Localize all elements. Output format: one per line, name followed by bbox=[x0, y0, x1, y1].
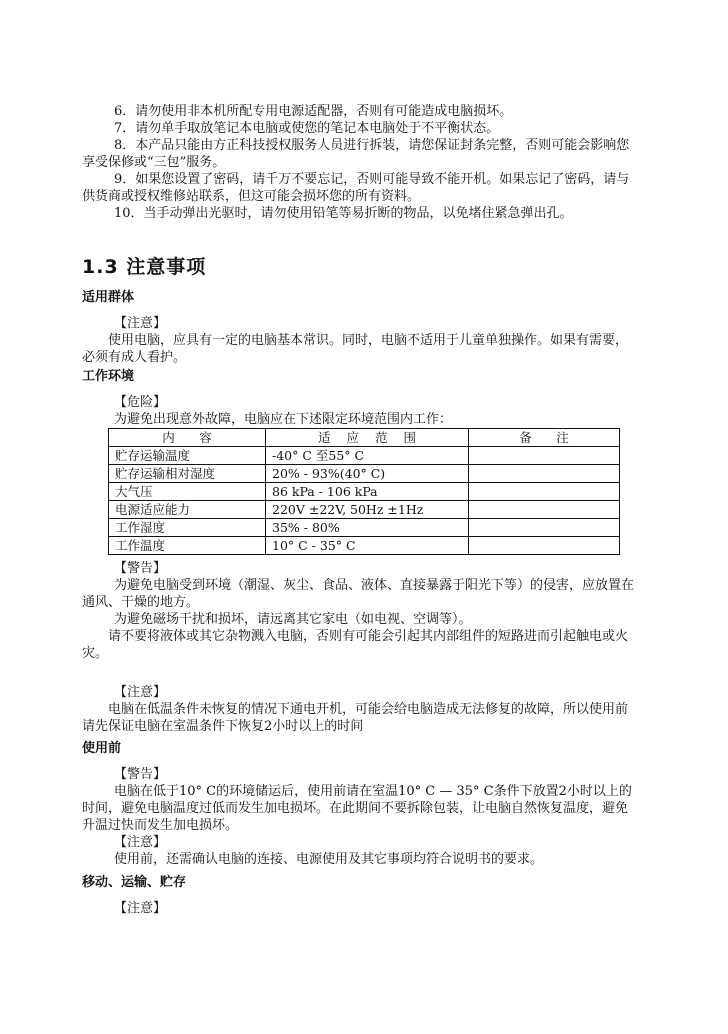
table-cell: 大气压 bbox=[109, 483, 266, 501]
before-use-note-text: 使用前，还需确认电脑的连接、电源使用及其它事项均符合说明书的要求。 bbox=[114, 852, 544, 867]
before-use-warning-text: 电脑在低于10° C的环境储运后，使用前请在室温10° C — 35° C条件下放置2小时以上的时间，避免电脑温度过低而发生加电损坏。在此期间不要拆除包装，让电脑自然恢复温度，避免升温过快而发生加电损坏。 bbox=[82, 784, 632, 833]
note-tag: 【注意】 bbox=[114, 316, 167, 331]
warning-text-1: 为避免电脑受到环境（潮湿、灰尘、食品、液体、直接暴露于阳光下等）的侵害，应放置在通风、干燥的地方。 bbox=[82, 578, 635, 610]
warning-text-2: 为避免磁场干扰和损坏，请远离其它家电（如电视、空调等）。 bbox=[114, 612, 472, 627]
precaution-item-6: 6．请勿使用非本机所配专用电源适配器，否则有可能造成电脑损坏。 bbox=[114, 104, 513, 119]
environment-heading: 工作环境 bbox=[82, 369, 135, 384]
environment-table bbox=[108, 428, 620, 555]
table-cell bbox=[469, 519, 620, 537]
audience-heading: 适用群体 bbox=[82, 290, 135, 305]
table-cell: 工作湿度 bbox=[109, 519, 266, 537]
table-cell: 220V ±22V, 50Hz ±1Hz bbox=[266, 501, 469, 519]
note-tag: 【注意】 bbox=[114, 835, 167, 850]
table-row bbox=[109, 519, 620, 537]
table-cell: 贮存运输温度 bbox=[109, 447, 266, 465]
warning-tag: 【警告】 bbox=[114, 561, 167, 576]
section-audience bbox=[0, 289, 728, 366]
table-row bbox=[109, 501, 620, 519]
table-cell: 电源适应能力 bbox=[109, 501, 266, 519]
note-text: 电脑在低温条件未恢复的情况下通电开机，可能会给电脑造成无法修复的故障，所以使用前请先保证电脑在室温条件下恢复2小时以上的时间 bbox=[82, 702, 629, 734]
precaution-item-9: 9．如果您设置了密码，请千万不要忘记，否则可能导致不能开机。如果忘记了密码，请与供货商或授权维修站联系，但这可能会损坏您的所有资料。 bbox=[82, 172, 630, 204]
table-cell: 10° C - 35° C bbox=[266, 537, 469, 555]
table-cell: 20% - 93%(40° C) bbox=[266, 465, 469, 483]
table-header: 适 应 范 围 bbox=[266, 429, 469, 447]
table-cell: 贮存运输相对湿度 bbox=[109, 465, 266, 483]
note-tag: 【注意】 bbox=[114, 685, 167, 700]
table-row bbox=[109, 483, 620, 501]
precaution-list bbox=[0, 103, 728, 222]
table-cell: 86 kPa - 106 kPa bbox=[266, 483, 469, 501]
environment-intro: 为避免出现意外故障，电脑应在下述限定环境范围内工作： bbox=[114, 412, 453, 427]
table-cell bbox=[469, 465, 620, 483]
danger-tag: 【危险】 bbox=[114, 395, 167, 410]
section-transport bbox=[0, 874, 728, 917]
transport-heading: 移动、运输、贮存 bbox=[82, 875, 187, 890]
table-cell bbox=[469, 483, 620, 501]
section-before-use bbox=[0, 740, 728, 868]
table-row bbox=[109, 465, 620, 483]
table-header: 备 注 bbox=[469, 429, 620, 447]
section-environment bbox=[0, 368, 728, 428]
environment-warnings bbox=[0, 560, 728, 662]
warning-tag: 【警告】 bbox=[114, 767, 167, 782]
environment-note bbox=[0, 684, 728, 735]
table-header: 内 容 bbox=[109, 429, 266, 447]
table-cell: 工作温度 bbox=[109, 537, 266, 555]
table-cell: -40° C 至55° C bbox=[266, 447, 469, 465]
note-tag: 【注意】 bbox=[114, 901, 167, 916]
before-use-heading: 使用前 bbox=[82, 741, 122, 756]
table-cell: 35% - 80% bbox=[266, 519, 469, 537]
audience-text: 使用电脑，应具有一定的电脑基本常识。同时，电脑不适用于儿童单独操作。如果有需要，必须有成人看护。 bbox=[82, 333, 629, 365]
table-header-row bbox=[109, 429, 620, 447]
precaution-item-10: 10．当手动弹出光驱时，请勿使用铅笔等易折断的物品，以免堵住紧急弹出孔。 bbox=[114, 206, 573, 221]
section-title: 1.3 注意事项 bbox=[82, 256, 207, 278]
warning-text-3: 请不要将液体或其它杂物溅入电脑，否则有可能会引起其内部组件的短路进而引起触电或火灾。 bbox=[82, 629, 629, 661]
table-cell bbox=[469, 447, 620, 465]
table-cell bbox=[469, 537, 620, 555]
table-cell bbox=[469, 501, 620, 519]
precaution-item-7: 7．请勿单手取放笔记本电脑或使您的笔记本电脑处于不平衡状态。 bbox=[114, 121, 500, 136]
table-row bbox=[109, 447, 620, 465]
precaution-item-8: 8．本产品只能由方正科技授权服务人员进行拆装，请您保证封条完整，否则可能会影响您享受保修或“三包”服务。 bbox=[82, 138, 630, 170]
table-row bbox=[109, 537, 620, 555]
